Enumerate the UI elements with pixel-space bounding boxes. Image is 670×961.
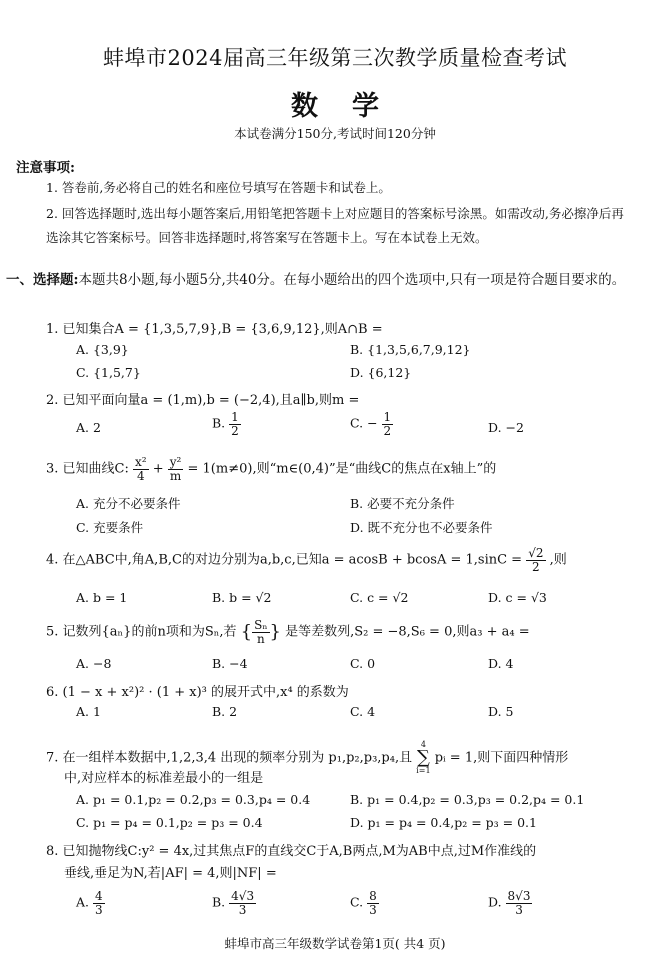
q8-option-a-fraction [93,890,105,916]
q8-option-a-label: A. [76,894,90,910]
q2-option-c [350,411,393,437]
q8-b-den: 3 [238,902,247,917]
q4-frac-sqrt2 [526,547,545,573]
q6-option-b: B. 2 [212,704,238,719]
q8-stem-line-1: 8. 已知抛物线C:y² = 4x,过其焦点F的直线交C于A,B两点,M为AB中点,过M作准线的 [46,844,537,859]
q5-stem-pre: 5. 记数列{aₙ}的前n项和为Sₙ,若 [46,624,237,640]
q8-option-c [350,890,379,916]
q2-option-c-fraction [382,411,394,437]
q5-frac [252,619,269,645]
q2-option-b [212,411,241,437]
q4-stem [46,547,567,573]
q8-option-b-label: B. [212,894,226,910]
q5-option-c: C. 0 [350,656,376,671]
q8-option-b [212,890,256,916]
q2-option-c-label: C. − [350,415,378,431]
subject-title: 数学 [291,91,413,122]
exam-title: 蚌埠市2024届高三年级第三次教学质量检查考试 [103,46,567,70]
q4-sqrt2: √2 [528,546,544,560]
q7-option-a: A. p₁ = 0.1,p₂ = 0.2,p₃ = 0.3,p₄ = 0.4 [76,792,311,807]
q5-option-b: B. −4 [212,656,248,671]
q3-m: m [169,468,182,483]
q6-option-a: A. 1 [76,704,101,719]
q7-option-c: C. p₁ = p₄ = 0.1,p₂ = p₃ = 0.4 [76,815,263,830]
q4-option-d: D. c = √3 [488,590,547,605]
q7-sum-bottom: i=1 [416,766,431,775]
section-1-text: 本题共8小题,每小题5分,共40分。在每小题给出的四个选项中,只有一项是符合题目要求的。 [78,272,626,288]
q2-stem: 2. 已知平面向量a = (1,m),b = (−2,4),且a∥b,则m = [46,393,360,408]
q2-b-num: 1 [231,410,239,424]
q3-stem-pre: 3. 已知曲线C: [46,461,129,477]
q3-option-b: B. 必要不充分条件 [350,496,455,511]
q8-a-den: 3 [95,902,103,917]
q7-stem-post: ,则下面四种情形 [473,750,569,766]
q8-c-den: 3 [369,902,377,917]
page-footer: 蚌埠市高三年级数学试卷第1页( 共4 页) [224,936,446,951]
q1-option-b: B. {1,3,5,6,7,9,12} [350,342,471,357]
q8-a-num: 4 [95,889,103,903]
q4-option-a: A. b = 1 [76,590,128,605]
q5-sn: Sₙ [254,618,268,632]
q4-stem-post: ,则 [549,552,567,568]
q7-option-d: D. p₁ = p₄ = 0.4,p₂ = p₃ = 0.1 [350,815,537,830]
q2-option-a: A. 2 [76,420,101,435]
q7-option-b: B. p₁ = 0.4,p₂ = 0.3,p₃ = 0.2,p₄ = 0.1 [350,792,585,807]
q3-x2: x² [135,455,147,469]
q5-option-a: A. −8 [76,656,112,671]
q8-stem-line-2: 垂线,垂足为N,若|AF| = 4,则|NF| = [64,866,277,881]
q5-stem-post: 是等差数列,S₂ = −8,S₆ = 0,则a₃ + a₄ = [285,624,530,640]
q3-frac-x [133,456,149,482]
q8-c-num: 8 [369,889,377,903]
q5-stem: 5. 记数列{aₙ}的前n项和为Sₙ,若 { $\frac{\text{Sₙ}}{n}$ } 是等差数列,S₂ = −8,S₆ = 0,则a₃ + a₄ = [46,618,530,646]
q7-stem-line-2: 中,对应样本的标准差最小的一组是 [64,771,264,786]
q3-frac-y [168,456,184,482]
notice-heading: 注意事项: [16,160,75,176]
exam-info: 本试卷满分150分,考试时间120分钟 [234,126,436,141]
q8-option-d-label: D. [488,894,502,910]
q8-option-d-fraction [506,890,533,916]
q8-b-num: 4√3 [231,889,255,903]
notice-item-2: 2. 回答选择题时,选出每小题答案后,用铅笔把答题卡上对应题目的答案标号涂黑。如需改动,务必擦净后再选涂其它答案标号。回答非选择题时,将答案写在答题卡上。写在本试卷上无效。 [46,206,624,245]
q6-stem: 6. (1 − x + x²)² · (1 + x)³ 的展开式中,x⁴ 的系数为 [46,685,349,700]
q3-stem-post: = 1(m≠0),则“m∈(0,4)”是“曲线C的焦点在x轴上”的 [187,461,497,477]
q3-stem: 3. 已知曲线C: $\frac{\text{x²}}{4}$ + $\frac{\text{y²}}{m}$ = 1(m≠0),则“m∈(0,4)”是“曲线C的焦点在x轴上”的 [46,455,497,483]
q4-option-c: C. c = √2 [350,590,409,605]
q3-option-c: C. 充要条件 [76,520,144,535]
q8-option-b-fraction [229,890,256,916]
section-1-heading: 一、选择题: [6,272,79,288]
q1-stem: 1. 已知集合A = {1,3,5,7,9},B = {3,6,9,12},则A∩B = [46,322,383,337]
q6-option-c: C. 4 [350,704,376,719]
q7-sum-term: pᵢ = 1 [434,750,474,766]
q8-option-c-label: C. [350,894,364,910]
notice-item-1: 1. 答卷前,务必将自己的姓名和座位号填写在答题卡和试卷上。 [46,180,391,195]
q7-stem-pre: 7. 在一组样本数据中,1,2,3,4 出现的频率分别为 p₁,p₂,p₃,p₄,且 [46,750,413,766]
q5-n: n [256,631,265,646]
q2-option-d: D. −2 [488,420,524,435]
q4-two: 2 [532,559,540,574]
q8-d-den: 3 [515,902,523,917]
q1-option-c: C. {1,5,7} [76,365,141,380]
q2-c-num: 1 [383,410,392,424]
q4-stem-pre: 4. 在△ABC中,角A,B,C的对边分别为a,b,c,已知a = acosB + bcosA = 1,sinC = [46,552,523,568]
q3-option-d: D. 既不充分也不必要条件 [350,520,493,535]
q7-sum-top: 4 [420,740,426,749]
q8-d-num: 8√3 [507,889,531,903]
q3-option-a: A. 充分不必要条件 [76,496,181,511]
q8-option-d [488,890,532,916]
q3-y2: y² [169,455,182,469]
q2-option-b-label: B. [212,415,226,431]
q2-b-den: 2 [231,423,239,438]
section-1-intro [6,268,654,293]
q5-option-d: D. 4 [488,656,514,671]
q7-summation: 4 ∑ i=1 [416,740,431,775]
q8-option-a [76,890,105,916]
q4-option-b: B. b = √2 [212,590,272,605]
q8-option-c-fraction [367,890,379,916]
q2-c-den: 2 [383,423,392,438]
q1-option-d: D. {6,12} [350,365,412,380]
q1-option-a: A. {3,9} [76,342,129,357]
q3-four: 4 [136,468,145,483]
q6-option-d: D. 5 [488,704,514,719]
q2-option-b-fraction [229,411,241,437]
